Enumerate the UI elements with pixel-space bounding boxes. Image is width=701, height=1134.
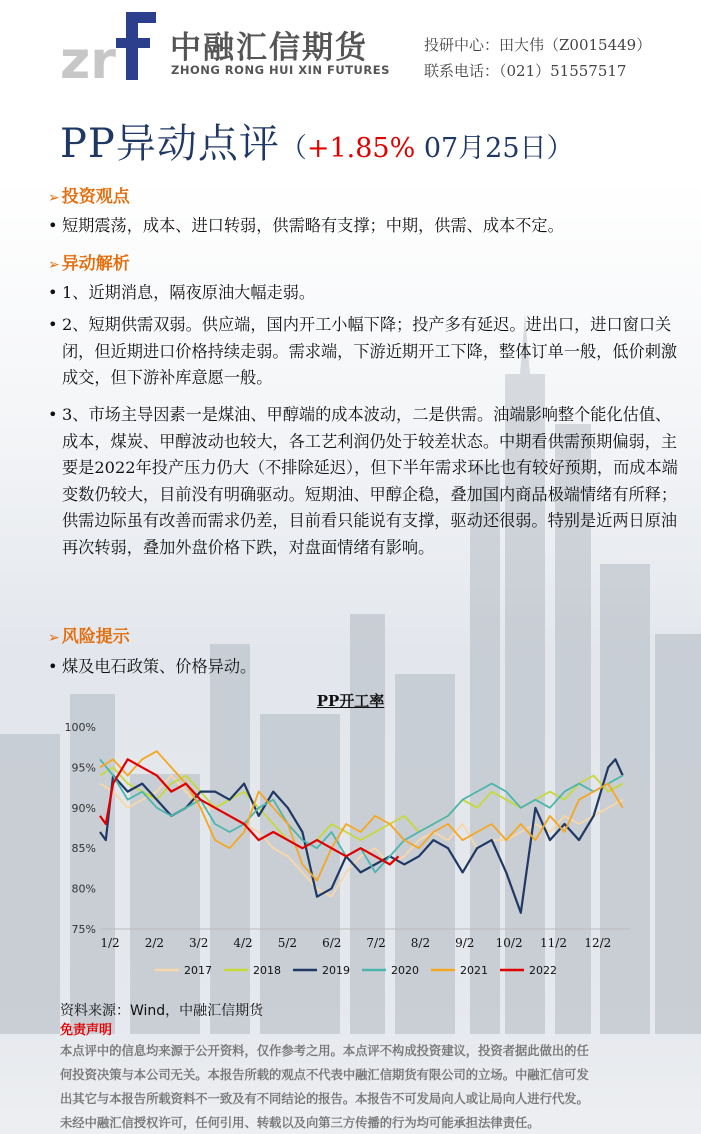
company-name-en: ZHONG RONG HUI XIN FUTURES [171, 63, 390, 77]
arrow-icon: ➢ [48, 190, 60, 206]
x-tick-label: 4/2 [233, 936, 253, 950]
arrow-icon: ➢ [48, 257, 60, 273]
x-tick-label: 7/2 [366, 936, 386, 950]
bullet-icon: • [48, 315, 58, 334]
bullet-icon: • [48, 216, 58, 235]
series-line-2022 [100, 759, 399, 864]
paragraph-view: • 短期震荡，成本、进口转弱，供需略有支撑；中期，供需、成本不定。 [48, 213, 678, 240]
legend-label-2021: 2021 [460, 964, 488, 977]
y-tick-label: 100% [64, 721, 96, 734]
legend-label-2017: 2017 [184, 964, 212, 977]
company-name-cn: 中融汇信期货 [170, 30, 368, 66]
y-tick-label: 90% [71, 801, 96, 815]
bullet-icon: • [48, 283, 58, 302]
paragraph-analysis-1: • 1、近期消息，隔夜原油大幅走弱。 [48, 280, 678, 307]
y-tick-label: 95% [71, 761, 96, 775]
x-tick-label: 8/2 [410, 936, 431, 950]
paragraph-analysis-2: • 2、短期供需双弱。供应端，国内开工小幅下降；投产多有延迟。进出口，进口窗口关闭，但近期进口价格持续走弱。需求端，下游近期开工下降，整体订单一般，低价刺激成交，但下游补库意愿一般。 [48, 312, 678, 392]
x-tick-label: 10/2 [495, 936, 523, 950]
x-tick-label: 9/2 [455, 936, 475, 950]
x-tick-label: 12/2 [584, 936, 612, 950]
price-change: +1.85% [306, 133, 416, 164]
y-tick-label: 85% [71, 842, 96, 856]
legend-label-2020: 2020 [391, 964, 419, 977]
disclaimer-line: 何投资决策与本公司无关。本报告所载的观点不代表中融汇信期货有限公司的立场。中融汇信可发 [60, 1068, 589, 1082]
section-heading-view: ➢ 投资观点 [48, 187, 130, 207]
title-main: PP异动点评 [60, 121, 280, 167]
series-line-2017 [100, 776, 623, 897]
paragraph-risk: • 煤及电石政策、价格异动。 [48, 654, 678, 681]
x-tick-label: 6/2 [322, 936, 342, 950]
title-date: 07月25日） [415, 133, 574, 164]
legend-label-2018: 2018 [253, 964, 281, 977]
series-line-2018 [100, 767, 623, 848]
paragraph-analysis-3: • 3、市场主导因素一是煤油、甲醇端的成本波动，二是供需。油端影响整个能化估值、成本，煤炭、甲醇波动也较大，各工艺利润仍处于较差状态。中期看供需预期偏弱，主要是2022年投产压力仍大（不排除延迟），但下半年需求环比也有较好预期，而成本端变数仍较大，目前没有明确驱动。短期油、甲醇企稳，叠加国内商品极端情绪有所释；供需边际虽有改善而需求仍差，目前看只能说有支撑，驱动还很弱。特别是近两日原油再次转弱，叠加外盘价格下跌，对盘面情绪有影响。 [48, 402, 678, 561]
legend-label-2019: 2019 [322, 964, 350, 977]
phone-info: 联系电话：（021）51557517 [424, 62, 627, 80]
data-source: 资料来源：Wind，中融汇信期货 [60, 1003, 264, 1019]
section-heading-analysis: ➢ 异动解析 [48, 254, 130, 274]
title-paren: （ [279, 133, 307, 164]
x-tick-label: 5/2 [277, 936, 298, 950]
bullet-icon: • [48, 657, 58, 676]
svg-text:zr: zr [60, 31, 116, 82]
legend-label-2022: 2022 [529, 964, 557, 977]
x-tick-label: 2/2 [144, 936, 165, 950]
disclaimer-title: 免责声明 [60, 1023, 113, 1038]
series-line-2021 [100, 751, 623, 880]
disclaimer-line: 出其它与本报告所载资料不一致及有不同结论的报告。本报告不可发局向人或让局向人进行代发。 [60, 1092, 589, 1106]
x-tick-label: 1/2 [100, 936, 120, 950]
bullet-icon: • [48, 405, 58, 424]
x-tick-label: 11/2 [540, 936, 567, 950]
y-tick-label: 75% [71, 923, 96, 936]
analyst-info: 投研中心：田大伟（Z0015449） [424, 36, 652, 54]
disclaimer-line: 本点评中的信息均来源于公开资料，仅作参考之用。本点评不构成投资建议，投资者据此做出的任 [60, 1044, 589, 1058]
y-tick-label: 80% [71, 882, 96, 896]
arrow-icon: ➢ [48, 630, 60, 646]
x-tick-label: 3/2 [189, 936, 209, 950]
section-heading-risk: ➢ 风险提示 [48, 627, 130, 647]
chart-title: PP开工率 [316, 692, 385, 710]
disclaimer-line: 未经中融汇信授权许可，任何引用、转载以及向第三方传播的行为均可能承担法律责任。 [60, 1116, 540, 1130]
